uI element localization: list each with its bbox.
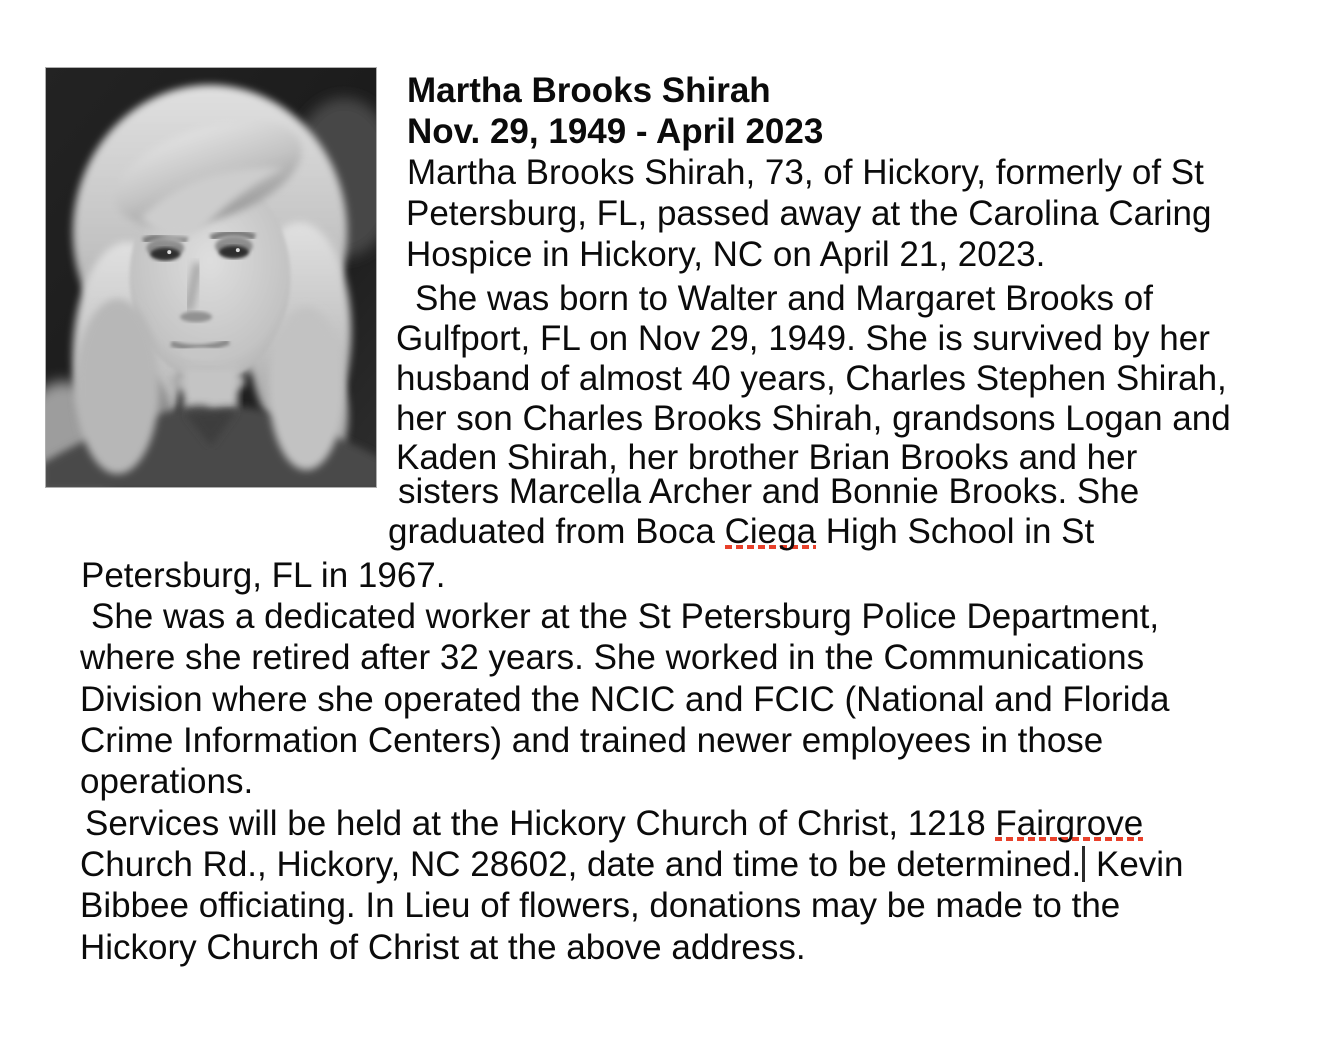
text-line[interactable] — [81, 555, 445, 596]
text-run: Kaden Shirah, her brother Brian Brooks and her — [396, 438, 1138, 477]
text-line[interactable] — [80, 679, 1169, 720]
text-run: Gulfport, FL on Nov 29, 1949. She is survived by her — [396, 319, 1210, 358]
text-line[interactable] — [398, 471, 1139, 512]
text-run: Petersburg, FL, passed away at the Carolina Caring — [406, 194, 1212, 233]
text-run: Crime Information Centers) and trained newer employees in those — [80, 721, 1104, 760]
text-line[interactable] — [91, 596, 1159, 637]
text-run: where she retired after 32 years. She worked in the Communications — [80, 638, 1145, 677]
text-run: Kevin — [1086, 845, 1184, 884]
text-line[interactable] — [80, 720, 1103, 761]
portrait-photo-image — [46, 68, 376, 487]
text-line[interactable] — [396, 398, 1231, 439]
text-run: sisters Marcella Archer and Bonnie Brooks. She — [398, 472, 1140, 511]
text-line[interactable] — [407, 152, 1204, 193]
text-line[interactable] — [415, 278, 1153, 319]
text-run: Church Rd., Hickory, NC 28602, date and time to be determined. — [80, 845, 1082, 884]
text-line[interactable] — [396, 318, 1210, 359]
misspelled-word: Ciega — [724, 512, 817, 551]
text-run: Hickory Church of Christ at the above address. — [80, 928, 806, 967]
text-run: High School in St — [816, 512, 1095, 551]
text-line[interactable] — [388, 511, 1094, 552]
text-run: Hospice in Hickory, NC on April 21, 2023. — [406, 235, 1046, 274]
text-line[interactable] — [80, 885, 1120, 926]
text-line[interactable] — [396, 358, 1227, 399]
text-run: She was a dedicated worker at the St Petersburg Police Department, — [91, 597, 1160, 636]
text-run: Martha Brooks Shirah, 73, of Hickory, formerly of St — [407, 153, 1204, 192]
text-run: Bibbee officiating. In Lieu of flowers, donations may be made to the — [80, 886, 1121, 925]
text-cursor — [1082, 846, 1085, 882]
text-run: husband of almost 40 years, Charles Stephen Shirah, — [396, 359, 1227, 398]
text-line[interactable] — [80, 927, 806, 968]
text-line[interactable] — [406, 193, 1211, 234]
text-line[interactable] — [80, 637, 1144, 678]
text-line[interactable] — [406, 234, 1045, 275]
text-run: Martha Brooks Shirah — [407, 71, 771, 110]
text-run: Division where she operated the NCIC and FCIC (National and Florida — [80, 680, 1170, 719]
text-run: graduated from Boca — [388, 512, 725, 551]
text-line[interactable] — [407, 111, 823, 152]
text-run: her son Charles Brooks Shirah, grandsons Logan and — [396, 399, 1231, 438]
misspelled-word: Fairgrove — [995, 804, 1144, 843]
text-line[interactable] — [85, 803, 1143, 844]
text-run: operations. — [80, 762, 254, 801]
text-run: Petersburg, FL in 1967. — [81, 556, 446, 595]
text-run: Services will be held at the Hickory Church of Christ, 1218 — [85, 804, 996, 843]
text-line[interactable] — [80, 844, 1184, 885]
text-run: Nov. 29, 1949 - April 2023 — [407, 112, 824, 151]
text-run: She was born to Walter and Margaret Brooks of — [415, 279, 1153, 318]
text-line[interactable] — [80, 761, 253, 802]
text-line[interactable] — [407, 70, 771, 111]
portrait-photo[interactable] — [45, 67, 377, 488]
